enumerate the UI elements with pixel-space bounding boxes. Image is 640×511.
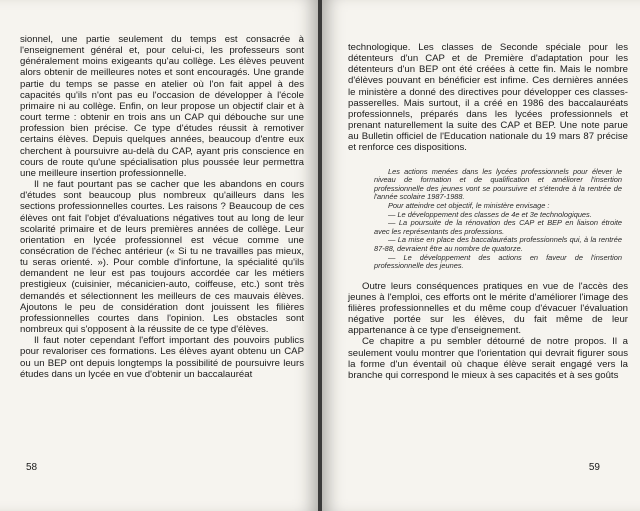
official-bulletin-quote <box>374 168 622 271</box>
quote-line: — Le développement des classes de 4e et 3e technologiques. <box>388 209 592 219</box>
left-paragraph-2: Il ne faut pourtant pas se cacher que les abandons en cours d'études sont beaucoup plus nombreux qu'ailleurs dans les sections professionnelles courtes. Les raisons ? Beaucoup de ces élèves ont fait l'objet d'évaluations négatives tout au long de leur scolarité primaire et de leurs premières années de collège. Leur orientation en lycée professionnel est vécue comme une consécration de l'échec antérieur (« Si tu ne travailles pas mieux, tu seras orienté. »). Pour comble d'infortune, la spécialité qu'ils demandent ne leur est pas toujours accordée car les métiers prestigieux (cuisinier, mécanicien-auto, coiffeuse, etc.) sont très demandés et sélectionnent les meilleurs de ces mauvais élèves. Ajoutons le peu de considération dont jouissent les filières professionnelles courtes dans l'opinion. Les obstacles sont nombreux qui s'opposent à la réussite de ce type d'élèves. <box>20 179 304 336</box>
right-paragraph-1: technologique. Les classes de Seconde spéciale pour les détenteurs d'un CAP et de Première d'adaptation pour les détenteurs d'un BEP ont été créées à cette fin. Mais le nombre d'élèves pouvant en bénéficier est infime. Ces dernières années le ministère a donné des directives pour développer ces classes-passerelles. Mais surtout, il a créé en 1986 des baccalauréats professionnels, préparés dans les lycées professionnels et prenant naturellement la suite des CAP et BEP. Une note parue au Bulletin officiel de l'Education nationale du 19 mars 87 précise et renforce ces dispositions. <box>348 42 628 154</box>
quote-line: — La mise en place des baccalauréats professionnels qui, à la rentrée 87-88, devraient être au nombre de quatorze. <box>374 235 622 253</box>
page-number-left: 58 <box>26 462 38 473</box>
right-page <box>322 0 640 511</box>
right-page-text <box>348 42 628 381</box>
left-paragraph-1: sionnel, une partie seulement du temps est consacrée à l'enseignement général et, pour celui-ci, les professeurs sont généralement moins exigeants qu'au collège. Les élèves peuvent alors obtenir de meilleures notes et sont encouragés. Une grande partie du temps se passe en atelier où l'on fait appel à des capacités qu'ils n'ont pas eu l'occasion de développer à l'école primaire ni au collège. Enfin, on leur propose un objectif clair et à court terme : obtenir en trois ans un CAP qui débouche sur une profession bien précise. Ce type d'études réussit à remotiver certains élèves. Depuis quelques années, beaucoup d'entre eux cherchent à poursuivre au-delà du CAP, ayant pris conscience en cours de route qu'une spécialisation plus poussée leur permettra une meilleure insertion professionnelle. <box>20 34 304 179</box>
quote-line: — La poursuite de la rénovation des CAP et BEP en liaison étroite avec les représentants des professions. <box>374 218 622 236</box>
quote-line: Les actions menées dans les lycées professionnels pour élever le niveau de formation et de qualification et améliorer l'insertion professionnelle des jeunes vont se poursuivre et s'étendre à la rentrée de l'année scolaire 1987-1988. <box>374 166 622 202</box>
quote-line: Pour atteindre cet objectif, le ministère envisage : <box>388 200 550 210</box>
page-number-right: 59 <box>588 462 600 473</box>
right-paragraph-2: Outre leurs conséquences pratiques en vue de l'accès des jeunes à l'emploi, ces efforts ont le mérite d'améliorer l'image des filières professionnelles et du même coup d'évacuer l'évaluation négative portée sur les élèves, du fait même de leur appartenance à ce type d'enseignement. <box>348 280 628 337</box>
left-page <box>0 0 318 511</box>
left-page-text <box>20 34 304 380</box>
left-paragraph-3: Il faut noter cependant l'effort important des pouvoirs publics pour revaloriser ces formations. Les élèves ayant obtenu un CAP ou un BEP ont depuis longtemps la possibilité de poursuivre leurs études dans un lycée en vue d'obtenir un baccalauréat <box>20 335 304 380</box>
quote-line: — Le développement des actions en faveur de l'insertion professionnelle des jeunes. <box>374 252 622 271</box>
right-paragraph-3: Ce chapitre a pu sembler détourné de notre propos. Il a seulement voulu montrer que l'orientation qui devrait figurer sous la forme d'un éventail où chaque élève serait engagé vers la branche qui correspond le mieux à ses capacités et à ses goûts <box>348 336 628 381</box>
